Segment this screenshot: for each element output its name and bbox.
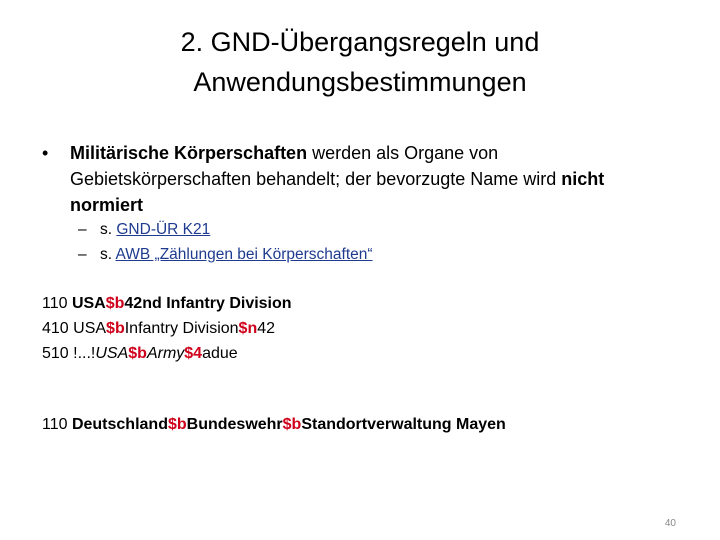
link-gnd-uer-k21[interactable]: GND-ÜR K21	[116, 221, 211, 238]
sub-item-dash: –	[78, 246, 87, 263]
title-line-1: 2. GND-Übergangsregeln und	[180, 27, 540, 57]
record-value: Bundeswehr	[186, 416, 283, 433]
title-line-2: Anwendungsbestimmungen	[193, 67, 527, 97]
subfield-code: $b	[167, 416, 187, 433]
record-110-usa	[42, 291, 292, 316]
link-awb-zaehlungen[interactable]: AWB „Zählungen bei Körperschaften“	[115, 246, 373, 263]
subfield-code: $b	[105, 295, 125, 312]
record-value: Army	[146, 345, 185, 362]
record-tag: 110	[42, 295, 72, 312]
bullet-marker: •	[42, 143, 49, 163]
sub-item-1	[78, 220, 210, 240]
record-prefix: !...!	[73, 345, 96, 362]
subfield-code: $b	[106, 320, 125, 337]
record-value: Infantry Division	[124, 320, 239, 337]
sub-item-prefix: s.	[100, 221, 117, 238]
subfield-code: $4	[184, 345, 203, 362]
record-value: Standortverwaltung Mayen	[301, 416, 506, 433]
record-value: adue	[202, 345, 238, 362]
record-value: USA	[71, 295, 106, 312]
record-tag: 510	[42, 345, 74, 362]
bullet-text-mid: werden als Organe von Gebietskörperschaften behandelt; der bevorzugte Name wird	[70, 143, 562, 189]
subfield-code: $b	[128, 345, 147, 362]
bullet-bold-lead: Militärische Körperschaften	[70, 143, 308, 163]
main-bullet	[42, 140, 682, 218]
slide-title	[60, 22, 660, 102]
record-tag: 110	[42, 416, 72, 433]
record-510-usa	[42, 341, 238, 366]
record-410-usa	[42, 316, 275, 341]
record-value: 42nd Infantry Division	[124, 295, 292, 312]
record-value: 42	[257, 320, 276, 337]
record-value: Deutschland	[71, 416, 168, 433]
page-number: 40	[664, 518, 676, 529]
subfield-code: $b	[282, 416, 302, 433]
subfield-code: $n	[238, 320, 258, 337]
record-tag: 410	[42, 320, 74, 337]
record-value: USA	[73, 320, 107, 337]
record-110-deutschland	[42, 412, 506, 437]
sub-item-dash: –	[78, 221, 87, 238]
sub-item-prefix: s.	[100, 246, 116, 263]
bullet-bold-tail: nicht normiert	[70, 169, 605, 215]
record-value: USA	[95, 345, 129, 362]
bullet-text	[70, 140, 682, 218]
sub-item-2	[78, 245, 373, 265]
